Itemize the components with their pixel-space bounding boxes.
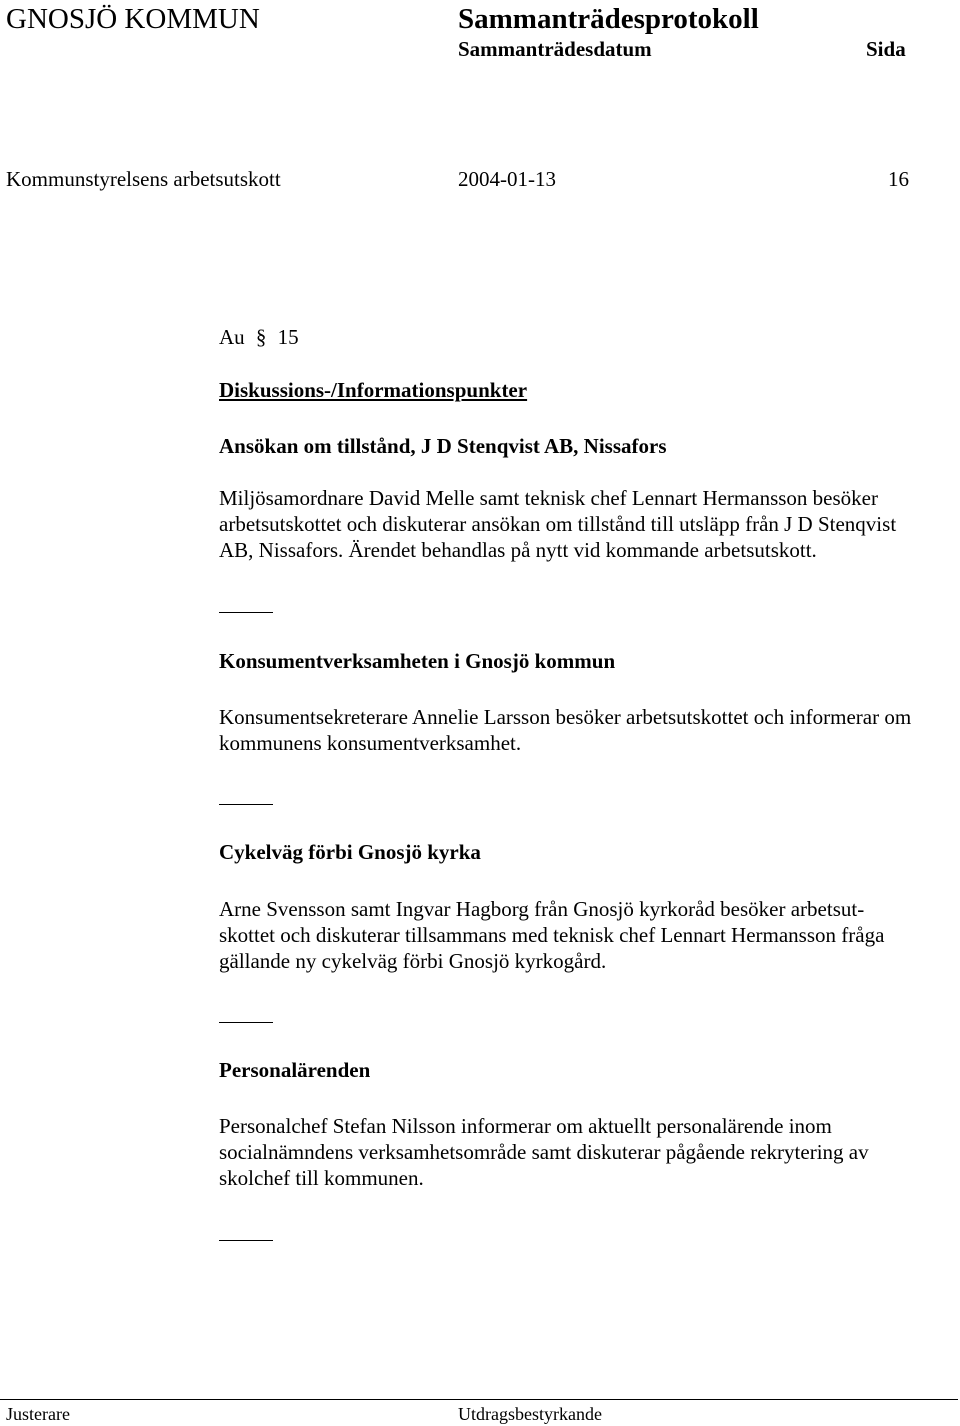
item-body: Miljösamordnare David Melle samt teknisk chef Lennart Hermansson besöker arbetsutskottet och diskuterar ansökan om tillstånd till utsläpp från J D Stenqvist AB, Nissafors. Ärendet behandlas på nytt vid kommande arbetsutskott. bbox=[219, 486, 897, 562]
item-body: Konsumentsekreterare Annelie Larsson besöker arbetsutskottet och informerar om kommunens konsumentverksamhet. bbox=[219, 705, 912, 755]
item-heading: Personalärenden bbox=[219, 1058, 371, 1082]
page-label: Sida bbox=[866, 37, 906, 61]
section-symbol: § bbox=[255, 325, 267, 349]
paragraph-prefix: Au bbox=[219, 325, 245, 349]
organization-name: GNOSJÖ KOMMUN bbox=[6, 3, 260, 35]
meeting-date: 2004-01-13 bbox=[458, 167, 556, 191]
item-body: Personalchef Stefan Nilsson informerar om aktuellt personalärende inom socialnämndens verksamhetsområde samt diskuterar pågående rekrytering av skolchef till kommunen. bbox=[219, 1114, 869, 1190]
footer-rule bbox=[0, 1399, 958, 1400]
item-heading: Konsumentverksamheten i Gnosjö kommun bbox=[219, 649, 616, 673]
separator-line bbox=[219, 1240, 273, 1241]
item-heading: Cykelväg förbi Gnosjö kyrka bbox=[219, 840, 481, 864]
item-body bbox=[219, 896, 939, 974]
item-heading: Ansökan om tillstånd, J D Stenqvist AB, Nissafors bbox=[219, 434, 667, 458]
body-line: gällande ny cykelväg förbi Gnosjö kyrkogård. bbox=[219, 949, 607, 973]
footer-signatory-label: Justerare bbox=[6, 1404, 70, 1424]
page-number: 16 bbox=[888, 167, 909, 191]
separator-line bbox=[219, 612, 273, 613]
paragraph-reference bbox=[219, 324, 939, 350]
separator-line bbox=[219, 804, 273, 805]
section-title: Diskussions-/Informationspunkter bbox=[219, 378, 528, 402]
paragraph-number: 15 bbox=[277, 325, 299, 349]
separator-line bbox=[219, 1022, 273, 1023]
committee-name: Kommunstyrelsens arbetsutskott bbox=[6, 167, 281, 191]
date-label: Sammanträdesdatum bbox=[458, 37, 652, 61]
body-line: Arne Svensson samt Ingvar Hagborg från Gnosjö kyrkoråd besöker arbetsut- bbox=[219, 897, 865, 921]
document-type: Sammanträdesprotokoll bbox=[458, 3, 759, 35]
body-line: skottet och diskuterar tillsammans med teknisk chef Lennart Hermansson fråga bbox=[219, 923, 885, 947]
footer-certification-label: Utdragsbestyrkande bbox=[458, 1404, 602, 1424]
